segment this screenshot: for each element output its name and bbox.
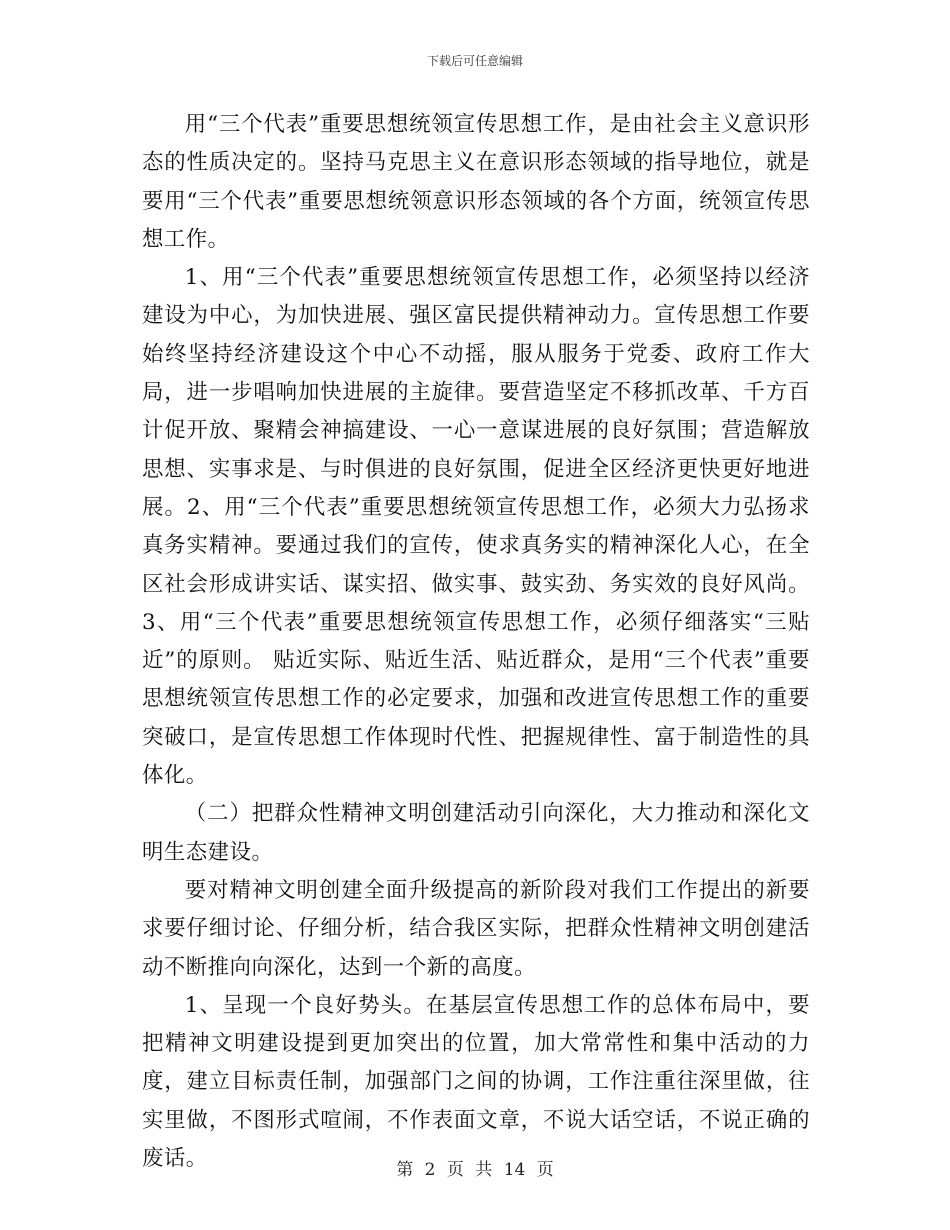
paragraph-2: 1、用“三个代表”重要思想统领宣传思想工作，必须坚持以经济建设为中心，为加快进展、强区富民提供精神动力。宣传思想工作要始终坚持经济建设这个中心不动摇，服从服务于党委、政府工作大局，进一步唱响加快进展的主旋律。要营造坚定不移抓改革、千方百计促开放、聚精会神搞建设、一心一意谋进展的良好氛围；营造解放思想、实事求是、与时俱进的良好氛围，促进全区经济更快更好地进展。2、用“三个代表”重要思想统领宣传思想工作，必须大力弘扬求真务实精神。要通过我们的宣传，使求真务实的精神深化人心，在全区社会形成讲实话、谋实招、做实事、鼓实劲、务实效的良好风尚。3、用“三个代表”重要思想统领宣传思想工作，必须仔细落实“三贴近”的原则。 贴近实际、贴近生活、贴近群众，是用“三个代表”重要思想统领宣传思想工作的必定要求，加强和改进宣传思想工作的重要突破口，是宣传思想工作体现时代性、把握规律性、富于制造性的具体化。 [142, 265, 810, 789]
page-footer: 第 2 页 共 14 页 [396, 1160, 554, 1180]
paragraph-1: 用“三个代表”重要思想统领宣传思想工作，是由社会主义意识形态的性质决定的。坚持马克思主义在意识形态领域的指导地位，就是要用“三个代表”重要思想统领意识形态领域的各个方面，统领宣传思想工作。 [142, 112, 810, 252]
page-header: 下载后可任意编辑 [426, 54, 523, 68]
paragraph-5: 1、呈现一个良好势头。在基层宣传思想工作的总体布局中，要把精神文明建设提到更加突出的位置，加大常常性和集中活动的力度，建立目标责任制，加强部门之间的协调，工作注重往深里做，往实里做，不图形式喧闹，不作表面文章，不说大话空话，不说正确的废话。 [142, 992, 810, 1172]
document-body [142, 106, 810, 1178]
paragraph-3: （二）把群众性精神文明创建活动引向深化，大力推动和深化文明生态建设。 [142, 801, 810, 865]
paragraph-4: 要对精神文明创建全面升级提高的新阶段对我们工作提出的新要求要仔细讨论、仔细分析，结合我区实际，把群众性精神文明创建活动不断推向向深化，达到一个新的高度。 [142, 877, 810, 980]
